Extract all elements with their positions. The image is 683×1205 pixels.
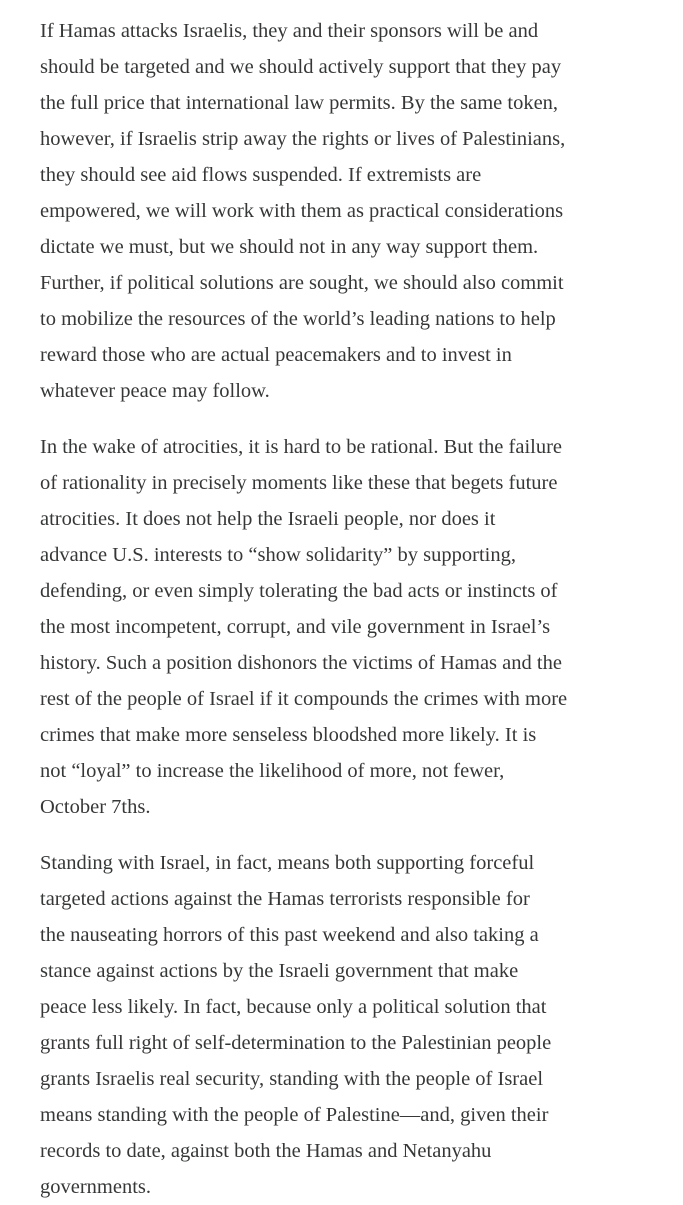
article-paragraph [40, 13, 683, 409]
paragraph-line: reward those who are actual peacemakers and to invest in [40, 344, 512, 366]
paragraph-line: governments. [40, 1176, 152, 1198]
paragraph-line: grants full right of self-determination to the Palestinian people [40, 1032, 552, 1054]
paragraph-line: peace less likely. In fact, because only a political solution that [40, 996, 547, 1018]
paragraph-line: however, if Israelis strip away the rights or lives of Palestinians, [40, 128, 566, 150]
paragraph-line: crimes that make more senseless bloodshed more likely. It is [40, 724, 537, 746]
paragraph-line: the most incompetent, corrupt, and vile government in Israel’s [40, 616, 551, 638]
article-paragraph [40, 845, 683, 1205]
paragraph-line: rest of the people of Israel if it compounds the crimes with more [40, 688, 568, 710]
paragraph-line: means standing with the people of Palestine—and, given their [40, 1104, 549, 1126]
paragraph-line: whatever peace may follow. [40, 380, 270, 402]
paragraph-line: Standing with Israel, in fact, means both supporting forceful [40, 852, 535, 874]
paragraph-line: the nauseating horrors of this past weekend and also taking a [40, 924, 539, 946]
paragraph-line: In the wake of atrocities, it is hard to be rational. But the failure [40, 436, 563, 458]
paragraph-line: October 7ths. [40, 796, 151, 818]
paragraph-line: records to date, against both the Hamas and Netanyahu [40, 1140, 492, 1162]
paragraph-line: of rationality in precisely moments like these that begets future [40, 472, 558, 494]
paragraph-line: advance U.S. interests to “show solidarity” by supporting, [40, 544, 516, 566]
paragraph-line: stance against actions by the Israeli government that make [40, 960, 519, 982]
paragraph-line: dictate we must, but we should not in any way support them. [40, 236, 539, 258]
paragraph-line: grants Israelis real security, standing with the people of Israel [40, 1068, 544, 1090]
paragraph-line: history. Such a position dishonors the victims of Hamas and the [40, 652, 562, 674]
paragraph-line: defending, or even simply tolerating the bad acts or instincts of [40, 580, 558, 602]
paragraph-line: not “loyal” to increase the likelihood of more, not fewer, [40, 760, 505, 782]
paragraph-line: they should see aid flows suspended. If extremists are [40, 164, 482, 186]
paragraph-line: If Hamas attacks Israelis, they and their sponsors will be and [40, 20, 539, 42]
paragraph-line: should be targeted and we should actively support that they pay [40, 56, 562, 78]
paragraph-line: the full price that international law permits. By the same token, [40, 92, 559, 114]
paragraph-line: atrocities. It does not help the Israeli people, nor does it [40, 508, 496, 530]
paragraph-line: to mobilize the resources of the world’s leading nations to help [40, 308, 556, 330]
paragraph-line: Further, if political solutions are sought, we should also commit [40, 272, 564, 294]
article-paragraph [40, 429, 683, 825]
paragraph-line: targeted actions against the Hamas terrorists responsible for [40, 888, 530, 910]
paragraph-line: empowered, we will work with them as practical considerations [40, 200, 564, 222]
